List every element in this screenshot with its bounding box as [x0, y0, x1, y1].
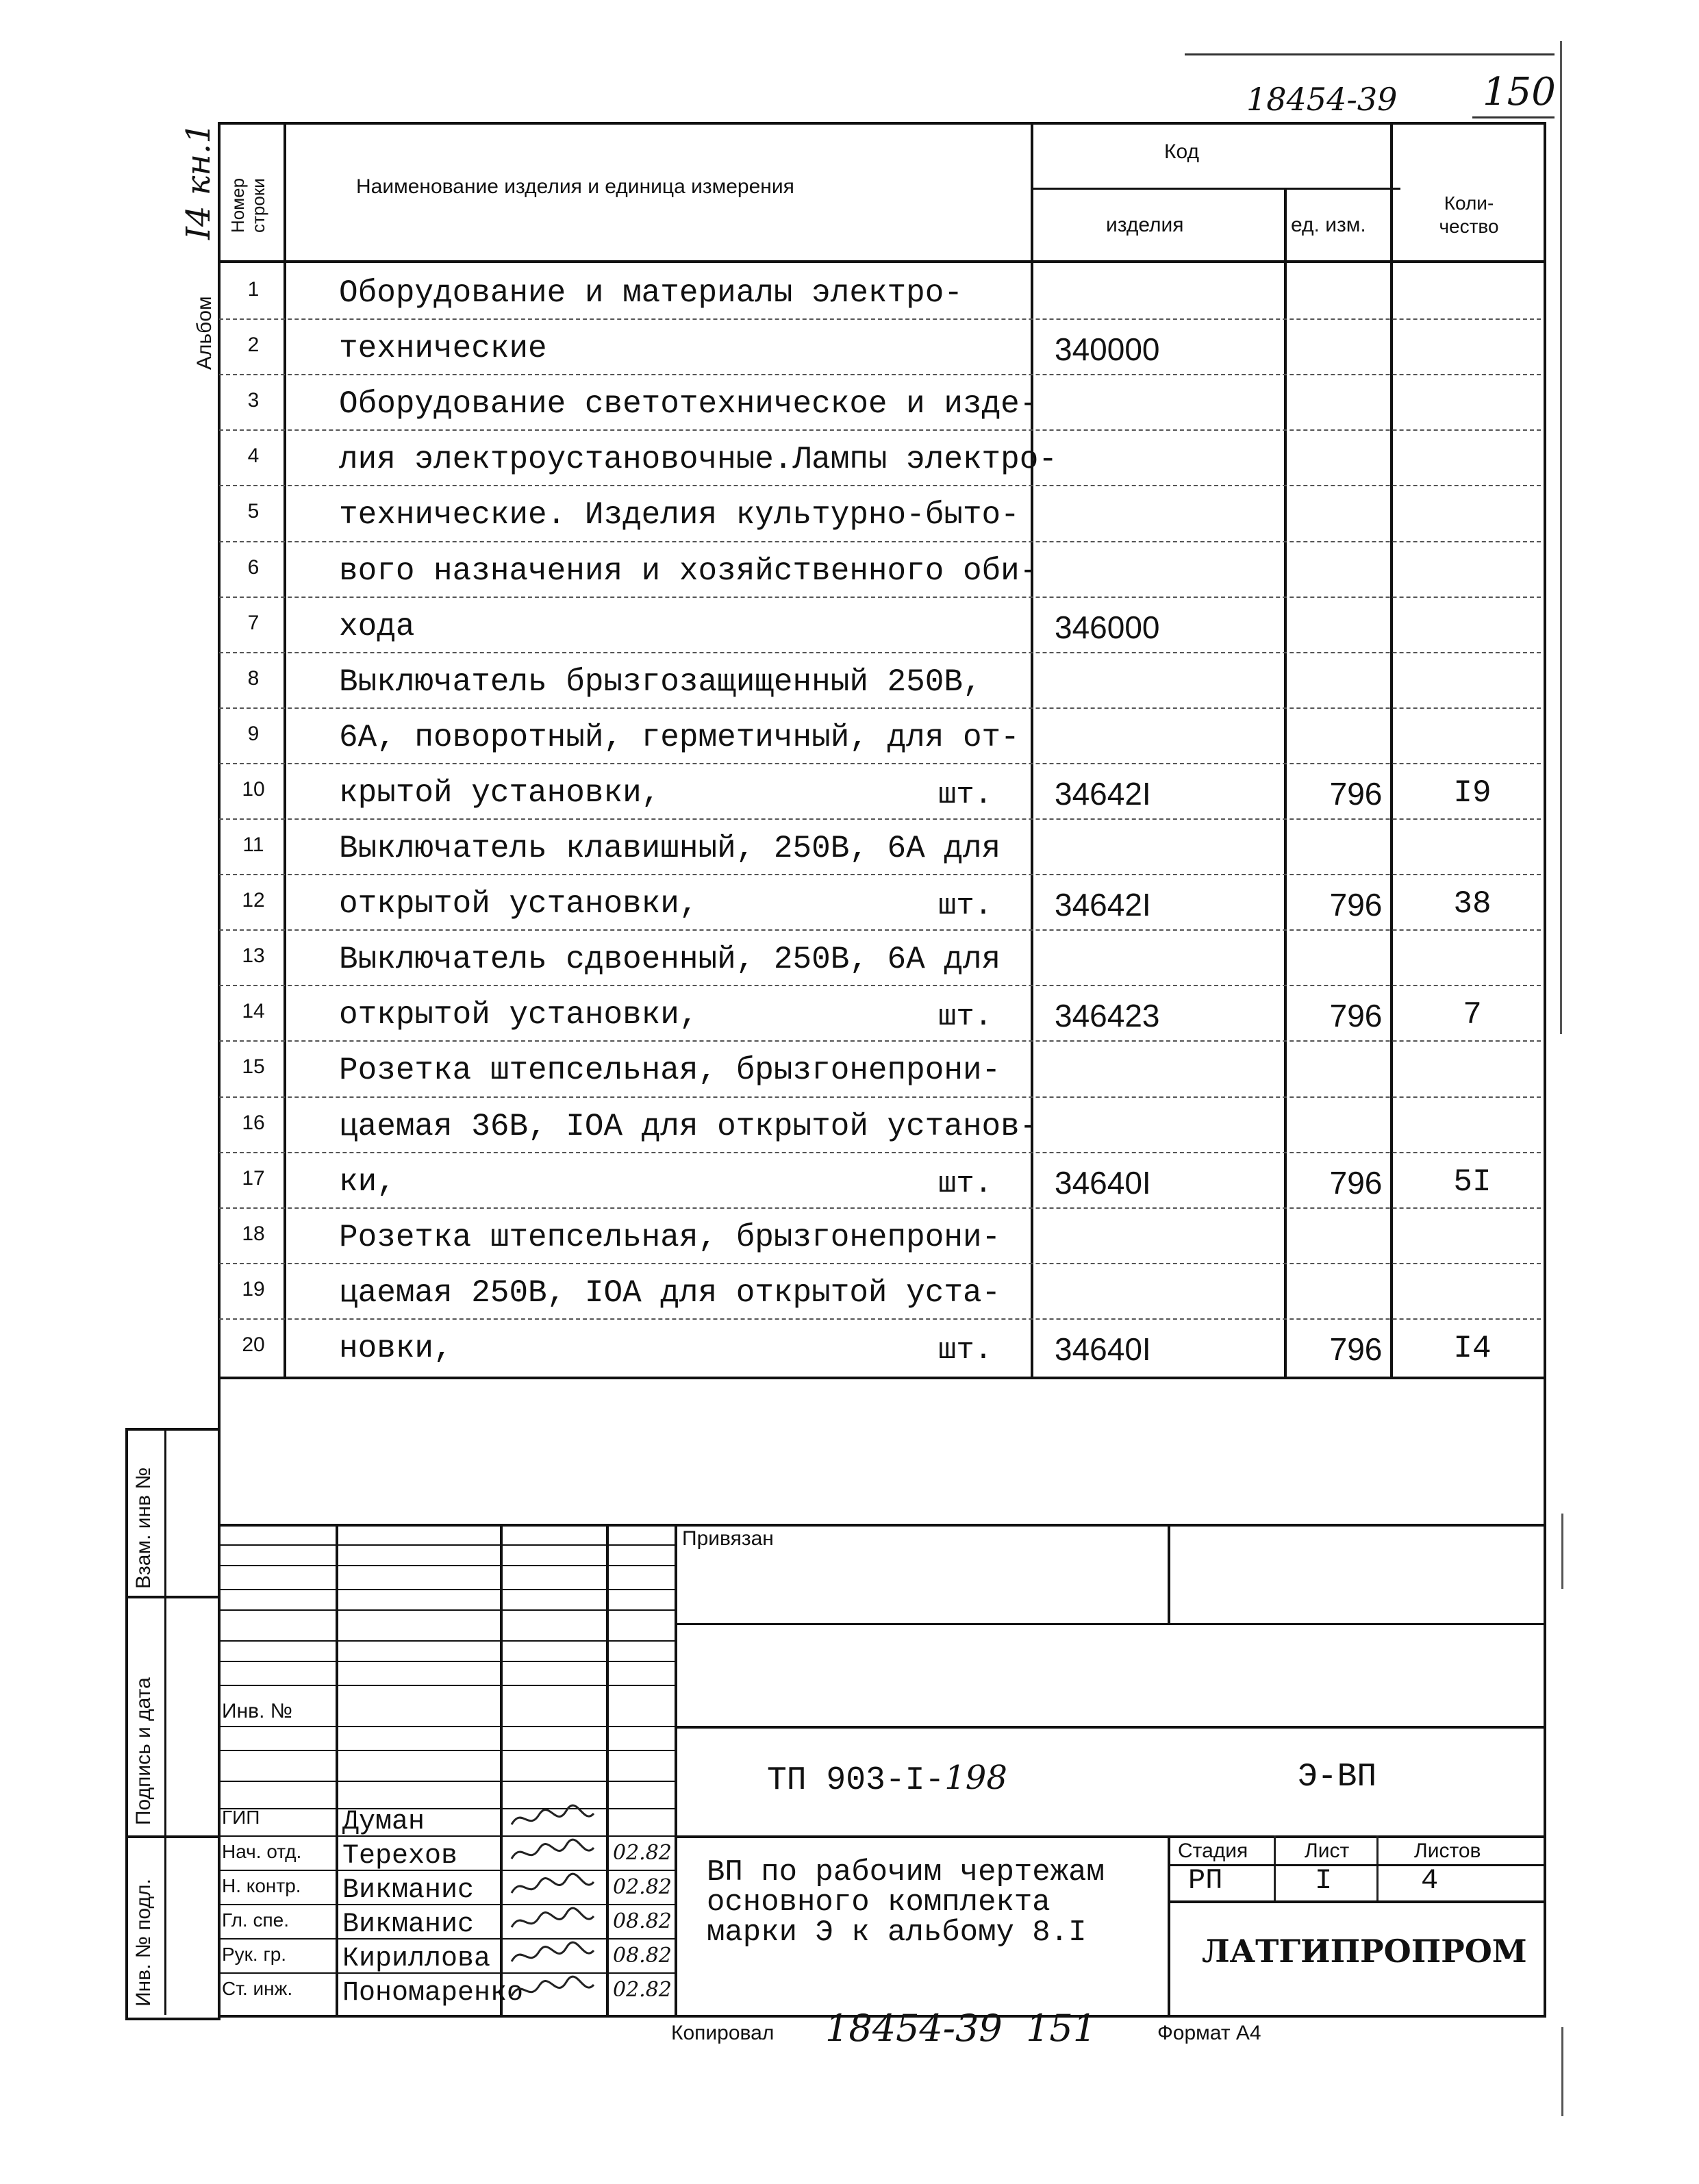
privyazan-bottom — [675, 1623, 1544, 1625]
signer-name: Кириллова — [342, 1944, 491, 1974]
top-rule — [1185, 53, 1555, 55]
signature-scribble — [508, 1870, 597, 1909]
row-code: 34642I — [1055, 775, 1151, 812]
stage-bottom-line — [1168, 1900, 1544, 1903]
title-block-row-line — [218, 1781, 677, 1782]
privyazan-label: Привязан — [682, 1527, 774, 1550]
signature-scribble — [508, 1801, 597, 1840]
tb-col-2 — [500, 1524, 503, 2015]
row-number: 17 — [242, 1166, 265, 1190]
row-unit: шт. — [938, 889, 993, 924]
album-label: Альбом — [193, 296, 216, 370]
stage-label: Стадия — [1178, 1840, 1248, 1862]
title-block-row-line — [218, 1808, 677, 1809]
tb-col-4 — [675, 1524, 677, 2015]
row-unit-code: 796 — [1329, 1331, 1383, 1367]
side-divider-1 — [125, 1596, 218, 1598]
header-code: Код — [1164, 140, 1200, 163]
row-number: 20 — [242, 1333, 265, 1356]
row-name: крытой установки, — [339, 775, 661, 811]
signature-scribble — [508, 1835, 597, 1874]
signature-scribble — [508, 1972, 597, 2011]
side-label-inv-podl: Инв. № подл. — [132, 1879, 155, 2007]
row-quantity: I9 — [1453, 775, 1492, 811]
row-code: 346000 — [1055, 609, 1160, 645]
doc-code-top-line — [675, 1726, 1544, 1729]
tb-col-3 — [606, 1524, 609, 2015]
right-scan-edge — [1560, 41, 1562, 1034]
row-number: 18 — [242, 1222, 265, 1245]
album-handwritten: I4 кн.1 — [179, 123, 218, 240]
sheet-label: Лист — [1305, 1840, 1350, 1862]
row-name: 6А, поворотный, герметичный, для от- — [339, 719, 1020, 755]
table-row — [219, 652, 1541, 708]
footer-format: Формат А4 — [1157, 2022, 1261, 2044]
inv-no-label: Инв. № — [222, 1700, 299, 1723]
row-unit-code: 796 — [1329, 775, 1383, 812]
row-number: 3 — [247, 389, 260, 412]
table-row — [219, 818, 1541, 875]
doc-mark: Э-ВП — [1298, 1759, 1377, 1796]
row-code: 34640I — [1055, 1331, 1151, 1367]
table-row — [219, 1207, 1541, 1264]
header-code-divider — [1031, 188, 1400, 190]
side-inner-line — [164, 1428, 166, 2015]
table-row — [219, 985, 1541, 1041]
row-number: 1 — [247, 278, 260, 301]
stage-block-left — [1168, 1835, 1170, 2015]
signer-role: Рук. гр. — [222, 1944, 287, 1965]
signature-scribble — [508, 1904, 597, 1943]
signer-date: 02.82 — [613, 1875, 672, 1899]
table-row — [219, 707, 1541, 764]
table-row — [219, 429, 1541, 486]
header-name: Наименование изделия и единица измерения — [356, 175, 794, 198]
stage-header-line — [1168, 1864, 1544, 1866]
row-unit: шт. — [938, 777, 993, 812]
row-number: 5 — [247, 500, 260, 523]
row-name: технические — [339, 331, 547, 367]
row-name: лия электроустановочные.Лампы электро- — [339, 442, 1057, 478]
doc-code-bottom-line — [675, 1835, 1544, 1838]
sheets-value: 4 — [1421, 1864, 1439, 1897]
row-number: 14 — [242, 1000, 265, 1023]
header-line-number — [227, 123, 268, 233]
table-row — [219, 1318, 1541, 1375]
row-name: хода — [339, 608, 415, 644]
row-number: 13 — [242, 944, 265, 968]
title-block-row-line — [218, 1661, 677, 1662]
signer-role: Ст. инж. — [222, 1978, 293, 1999]
table-row — [219, 374, 1541, 430]
row-quantity: 38 — [1453, 886, 1492, 922]
title-block-row-line — [218, 1835, 677, 1837]
privyazan-divider — [1168, 1524, 1170, 1623]
row-name: открытой установки, — [339, 886, 699, 922]
header-qty: Коли-чество — [1439, 192, 1499, 237]
signer-date: 02.82 — [613, 1978, 672, 2002]
row-code: 346423 — [1055, 998, 1160, 1034]
signer-role: Нач. отд. — [222, 1841, 302, 1862]
row-code: 34642I — [1055, 887, 1151, 923]
title-block-row-line — [218, 1589, 677, 1590]
stage-col-1 — [1274, 1835, 1276, 1900]
row-quantity: I4 — [1453, 1330, 1492, 1366]
row-number: 8 — [247, 666, 260, 690]
row-name: цаемая 36В, IOA для открытой установ- — [339, 1108, 1039, 1144]
table-row — [219, 1152, 1541, 1208]
row-name: технические. Изделия культурно-быто- — [339, 497, 1020, 534]
row-code: 34640I — [1055, 1164, 1151, 1201]
handwritten-archive-number: 18454-39 — [1246, 81, 1398, 118]
stage-value: РП — [1188, 1864, 1223, 1897]
table-row — [219, 541, 1541, 597]
page-number: 150 — [1483, 70, 1556, 114]
row-unit: шт. — [938, 1166, 993, 1201]
header-code-item: изделия — [1106, 214, 1184, 236]
sheet-value: I — [1315, 1864, 1333, 1897]
table-row — [219, 1096, 1541, 1153]
row-number: 4 — [247, 444, 260, 468]
right-scan-edge-lower — [1561, 1514, 1563, 1589]
side-label-podpis: Подпись и дата — [132, 1677, 155, 1825]
doc-title: ВП по рабочим чертежам основного комплекта марки Э к альбому 8.I — [707, 1855, 1105, 1950]
side-divider-2 — [125, 1835, 218, 1838]
row-unit-code: 796 — [1329, 887, 1383, 923]
side-label-vzam: Взам. инв № — [132, 1467, 155, 1589]
row-name: ки, — [339, 1164, 396, 1200]
title-block-top-line — [218, 1524, 1544, 1527]
table-row — [219, 318, 1541, 375]
doc-code — [767, 1759, 1007, 1799]
row-unit-code: 796 — [1329, 998, 1383, 1034]
row-name: цаемая 250В, IOA для открытой уста- — [339, 1275, 1001, 1311]
tb-col-1 — [336, 1524, 338, 2015]
header-line-number-text: Номер строки — [227, 177, 268, 233]
row-quantity: 7 — [1463, 997, 1482, 1033]
row-name: новки, — [339, 1330, 453, 1366]
right-scan-edge-bottom — [1561, 2027, 1563, 2116]
row-number: 12 — [242, 889, 265, 912]
row-number: 2 — [247, 334, 260, 357]
row-code: 340000 — [1055, 331, 1160, 368]
signer-date: 02.82 — [613, 1841, 672, 1865]
signer-date: 08.82 — [613, 1944, 672, 1968]
signer-date: 08.82 — [613, 1909, 672, 1933]
signer-name: Терехов — [342, 1841, 458, 1872]
row-name: Оборудование и материалы электро- — [339, 275, 963, 311]
signer-role: ГИП — [222, 1807, 260, 1828]
table-row — [219, 485, 1541, 541]
row-name: Выключатель брызгозащищенный 250В, — [339, 664, 982, 700]
doc-code-printed: ТП 903-I- — [767, 1762, 945, 1799]
header-code-unit: ед. изм. — [1291, 214, 1366, 236]
row-number: 11 — [242, 833, 264, 856]
signature-scribble — [508, 1938, 597, 1977]
organization: ЛАТГИПРОПРОМ — [1202, 1933, 1527, 1970]
table-row — [219, 763, 1541, 819]
sheets-label: Листов — [1414, 1840, 1481, 1862]
row-number: 7 — [247, 611, 260, 634]
table-row — [219, 263, 1541, 319]
page-number-underline — [1472, 116, 1555, 118]
footer-copied: Копировал — [671, 2022, 775, 2044]
row-unit-code: 796 — [1329, 1164, 1383, 1201]
row-unit: шт. — [938, 1000, 993, 1035]
row-name: открытой установки, — [339, 997, 699, 1033]
signer-name: Думан — [342, 1807, 425, 1837]
footer-copied-handwritten: 18454-39 151 — [825, 2007, 1097, 2050]
row-quantity: 5I — [1453, 1164, 1492, 1200]
row-number: 16 — [242, 1111, 265, 1134]
title-block-row-line — [218, 1565, 677, 1566]
title-block-row-line — [218, 1640, 677, 1642]
signer-name: Викманис — [342, 1909, 475, 1940]
row-name: Розетка штепсельная, брызгонепрони- — [339, 1053, 1001, 1089]
signer-role: Н. контр. — [222, 1875, 301, 1896]
title-block-row-line — [218, 1685, 677, 1686]
row-name: Оборудование светотехническое и изде- — [339, 386, 1039, 423]
stage-col-2 — [1376, 1835, 1379, 1900]
row-unit: шт. — [938, 1333, 993, 1368]
row-number: 9 — [247, 722, 260, 745]
row-number: 19 — [242, 1277, 265, 1301]
signer-name: Пономаренко — [342, 1978, 524, 2009]
title-block-row-line — [218, 1750, 677, 1751]
signer-name: Викманис — [342, 1875, 475, 1906]
title-block-row-line — [218, 1609, 677, 1611]
signer-role: Гл. спе. — [222, 1909, 289, 1931]
table-row — [219, 1263, 1541, 1319]
table-row — [219, 597, 1541, 653]
table-row — [219, 1040, 1541, 1096]
doc-code-handwritten: 198 — [944, 1759, 1007, 1797]
row-number: 6 — [247, 555, 260, 579]
row-number: 10 — [242, 777, 265, 801]
row-number: 15 — [242, 1055, 265, 1079]
title-block-row-line — [218, 1544, 677, 1546]
table-row — [219, 929, 1541, 986]
table-row — [219, 874, 1541, 930]
title-block-row-line — [218, 1726, 677, 1727]
row-name: Выключатель клавишный, 250В, 6А для — [339, 831, 1001, 866]
row-name: Розетка штепсельная, брызгонепрони- — [339, 1219, 1001, 1255]
row-name: Выключатель сдвоенный, 250В, 6А для — [339, 942, 1001, 978]
row-name: вого назначения и хозяйственного оби- — [339, 553, 1039, 589]
